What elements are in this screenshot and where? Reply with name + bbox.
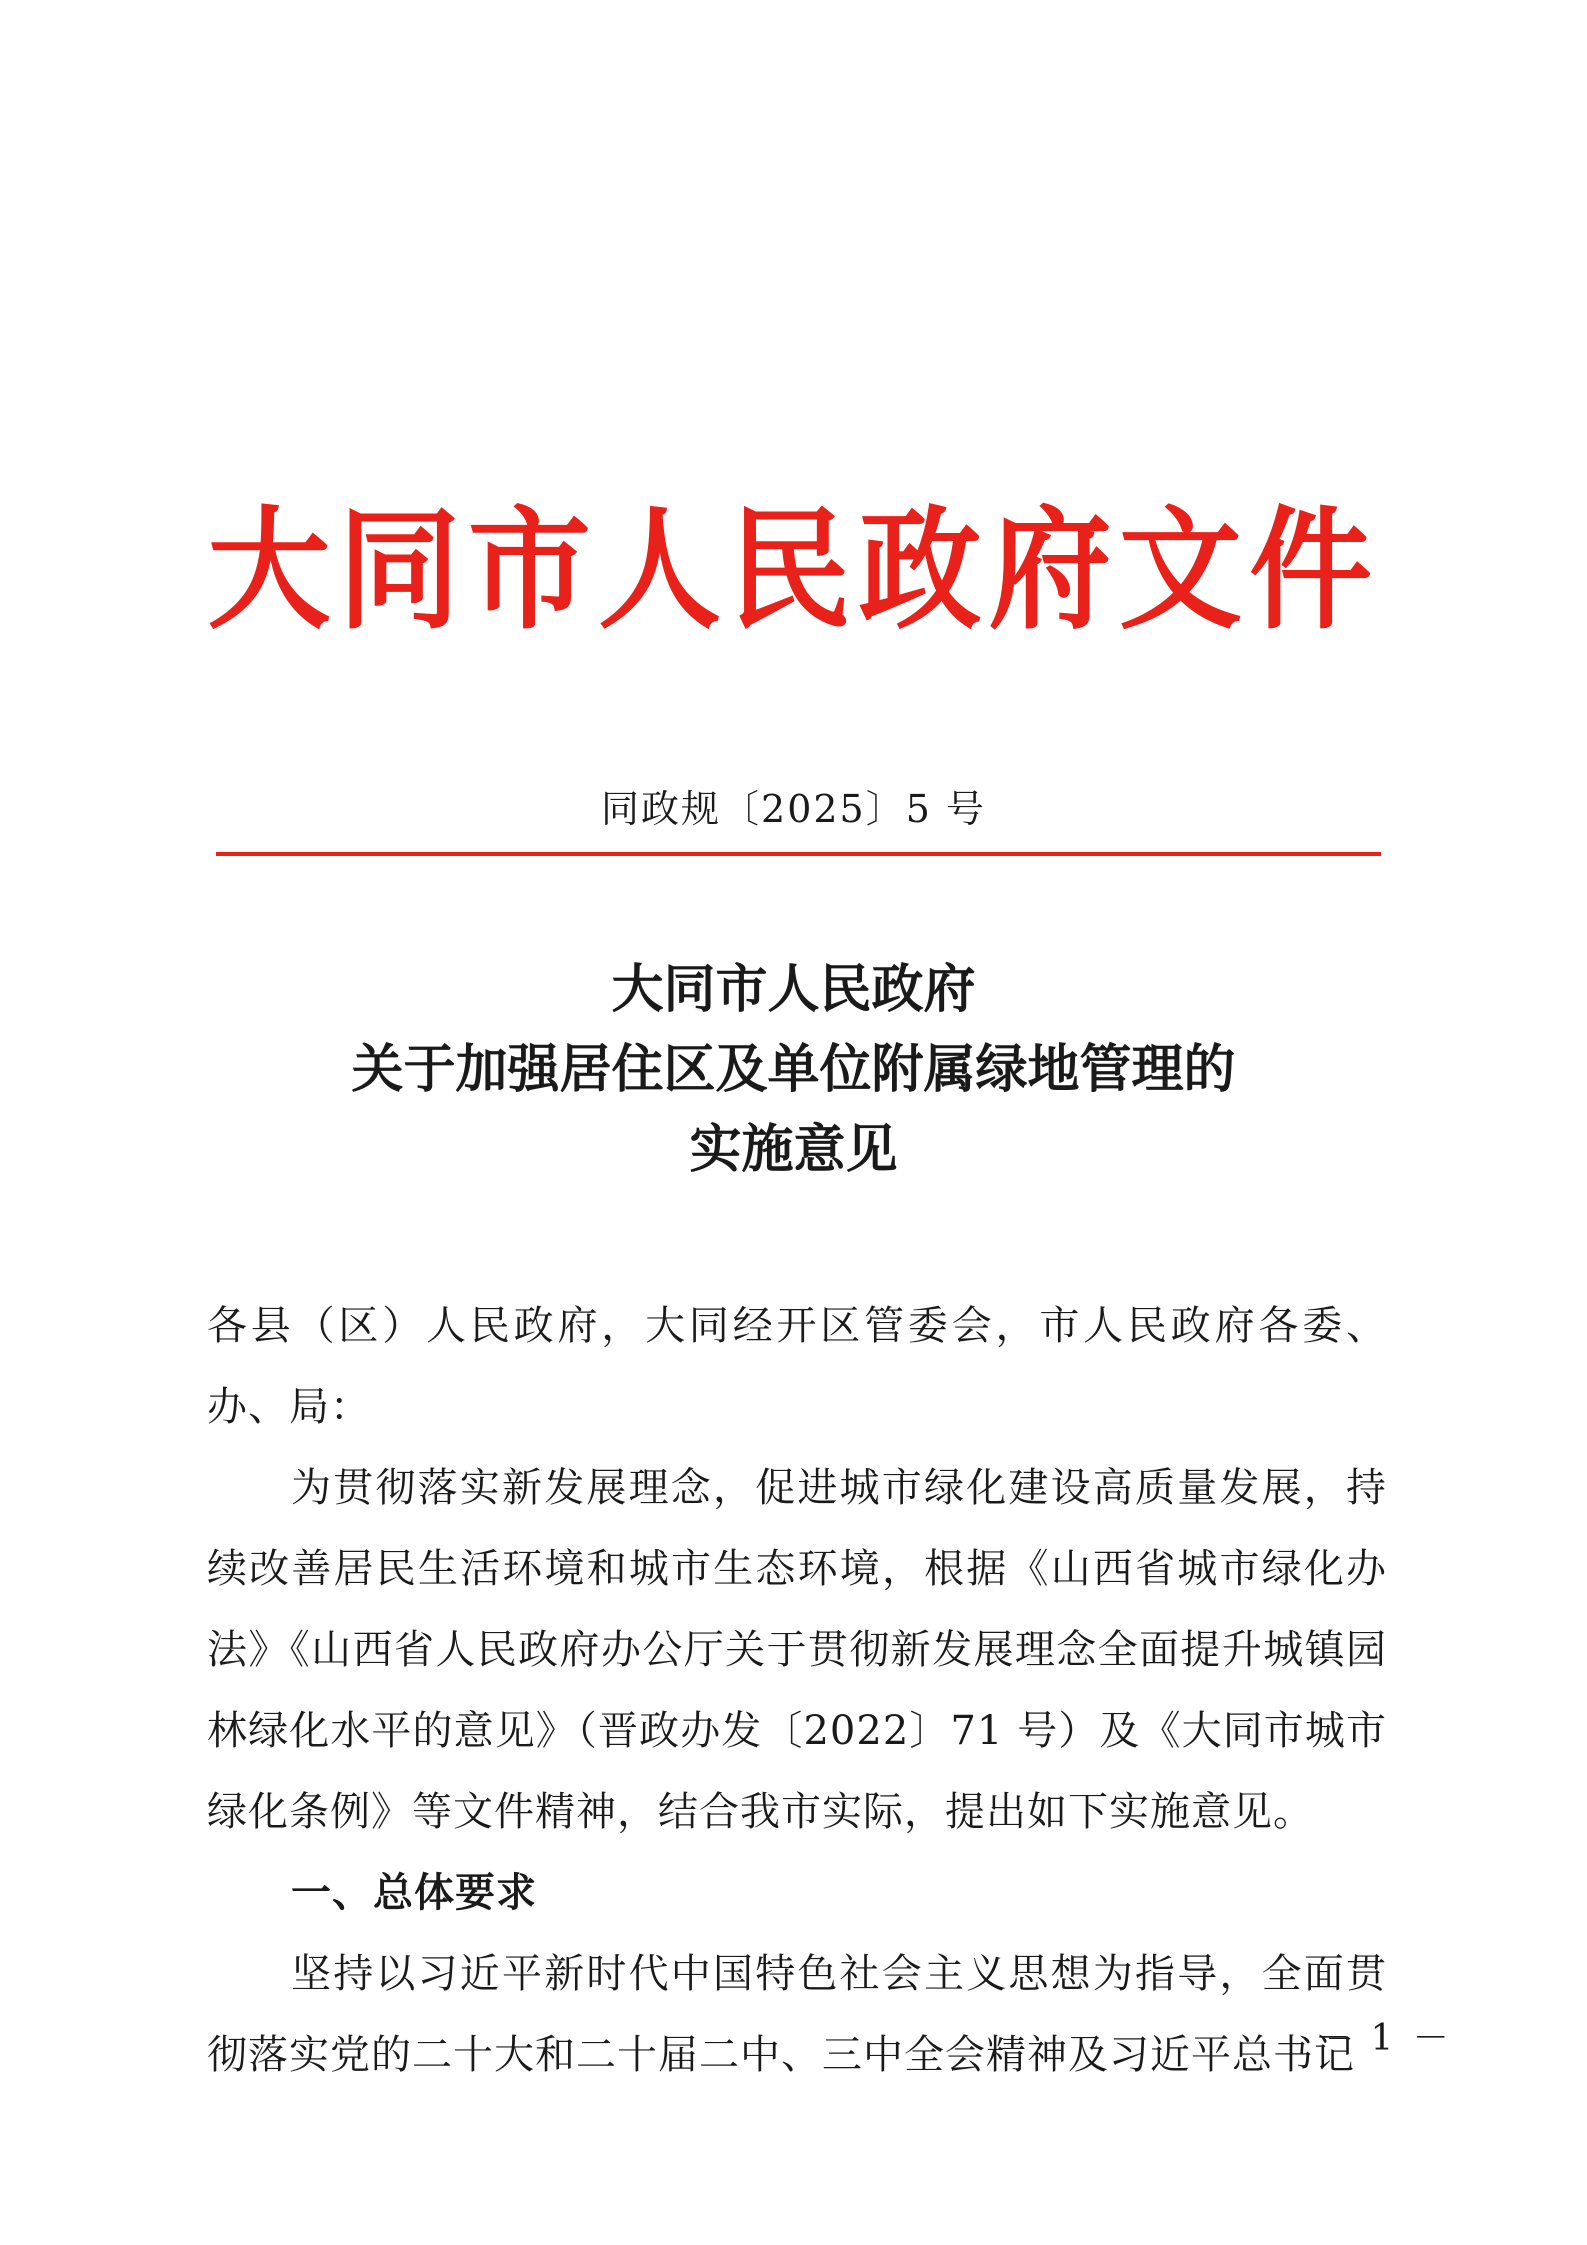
red-divider-line (216, 852, 1381, 856)
document-masthead: 大同市人民政府文件 (207, 494, 1380, 648)
body-paragraph: 坚持以习近平新时代中国特色社会主义思想为指导，全面贯彻落实党的二十大和二十届二中、三中全会精神及习近平总书记 (207, 1951, 1387, 2078)
page-number: － 1 － (1315, 2018, 1453, 2059)
document-number: 同政规〔2025〕5 号 (601, 787, 986, 831)
title-line-1: 大同市人民政府 (611, 959, 976, 1020)
title-line-3: 实施意见 (689, 1119, 898, 1180)
document-title (0, 950, 1587, 1190)
section-heading: 一、总体要求 (291, 1870, 537, 1916)
addressee-line: 各县（区）人民政府，大同经开区管委会，市人民政府各委、办、局： (207, 1303, 1387, 1430)
intro-paragraph: 为贯彻落实新发展理念，促进城市绿化建设高质量发展，持续改善居民生活环境和城市生态环境，根据《山西省城市绿化办法》《山西省人民政府办公厅关于贯彻新发展理念全面提升城镇园林绿化水平的意见》（晋政办发〔2022〕71 号）及《大同市城市绿化条例》等文件精神，结合我市实际，提出如下实施意见。 (207, 1465, 1387, 1835)
document-body (207, 1286, 1387, 2096)
title-line-2: 关于加强居住区及单位附属绿地管理的 (351, 1039, 1236, 1100)
